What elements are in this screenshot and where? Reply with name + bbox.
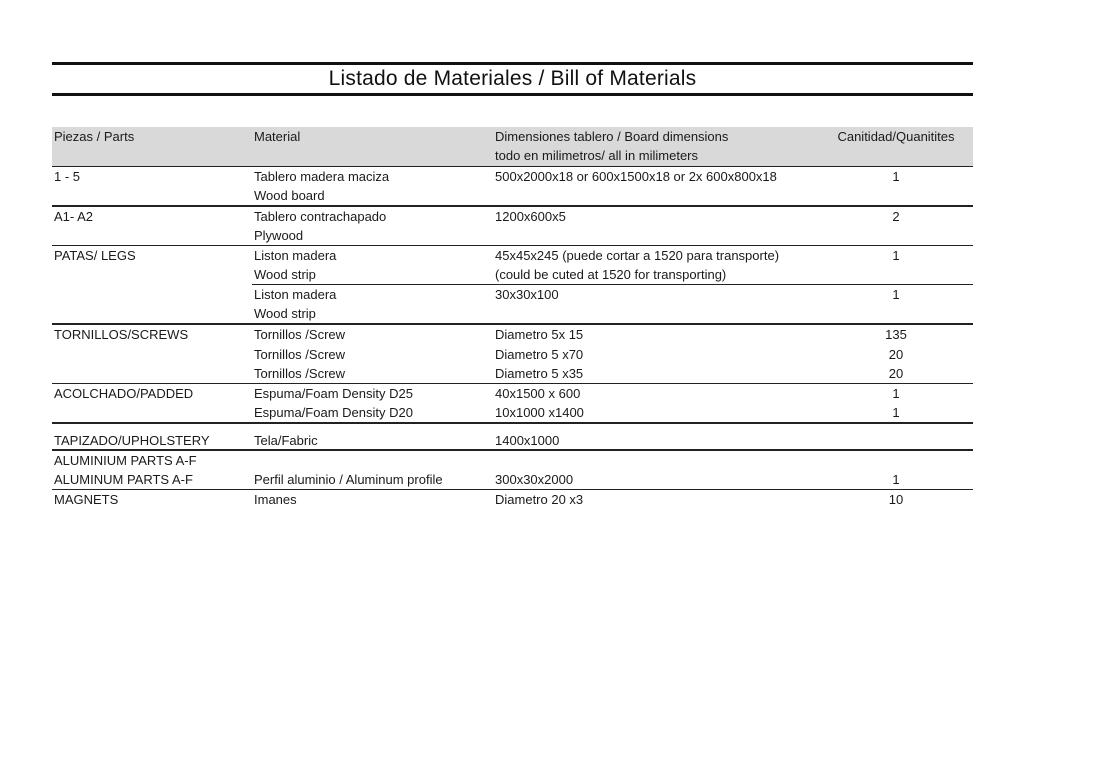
material-cell: Tornillos /Screw <box>254 366 346 381</box>
table-row <box>52 167 973 207</box>
dimensions-cell: Diametro 20 x3 <box>495 492 584 507</box>
part-cell: TORNILLOS/SCREWS <box>54 327 189 342</box>
bill-of-materials-document <box>52 62 973 512</box>
material-cell: Liston madera <box>254 248 337 263</box>
material-cell-en: Wood board <box>254 188 325 203</box>
material-cell: Tablero contrachapado <box>254 209 387 224</box>
dimensions-cell: Diametro 5 x70 <box>495 346 584 362</box>
dimensions-cell: 40x1500 x 600 <box>495 386 581 401</box>
part-cell: TAPIZADO/UPHOLSTERY <box>54 433 210 448</box>
dimensions-cell: Diametro 5 x35 <box>495 366 584 381</box>
part-cell: 1 - 5 <box>54 169 81 184</box>
material-cell-en: Wood strip <box>254 306 316 321</box>
quantity-cell: 2 <box>892 209 900 224</box>
material-cell: Tela/Fabric <box>254 433 318 448</box>
document-title: Listado de Materiales / Bill of Materials <box>328 67 697 90</box>
material-cell-en: Wood strip <box>254 267 316 282</box>
dimensions-cell: 45x45x245 (puede cortar a 1520 para transporte) <box>495 248 780 263</box>
header-material: Material <box>254 129 301 144</box>
part-cell: ALUMINIUM PARTS A-F <box>54 453 197 468</box>
dimensions-cell: 10x1000 x1400 <box>495 405 584 420</box>
dimensions-cell: 30x30x100 <box>495 287 559 302</box>
quantity-cell: 1 <box>892 248 900 263</box>
table-row <box>52 424 973 451</box>
header-parts: Piezas / Parts <box>54 129 135 144</box>
dimensions-cell: 500x2000x18 or 600x1500x18 or 2x 600x800x18 <box>495 169 777 184</box>
part-cell: ALUMINUM PARTS A-F <box>54 472 193 487</box>
part-cell: MAGNETS <box>54 492 119 507</box>
table-header <box>52 127 973 167</box>
quantity-cell: 1 <box>892 386 900 401</box>
quantity-cell: 20 <box>888 346 904 362</box>
material-cell-en: Plywood <box>254 228 304 243</box>
material-cell: Perfil aluminio / Aluminum profile <box>254 472 443 487</box>
material-cell: Tornillos /Screw <box>254 327 346 342</box>
header-dimensions: Dimensiones tablero / Board dimensions <box>495 129 729 144</box>
part-cell: ACOLCHADO/PADDED <box>54 386 194 401</box>
material-cell: Tornillos /Screw <box>254 346 346 362</box>
header-quantity: Canitidad/Quanitites <box>837 129 955 144</box>
material-cell: Imanes <box>254 492 297 507</box>
material-cell: Liston madera <box>254 287 337 302</box>
table-row <box>52 451 973 490</box>
table-row <box>52 384 973 424</box>
quantity-cell: 1 <box>892 405 900 420</box>
dimensions-cell: Diametro 5x 15 <box>495 327 584 342</box>
part-cell: PATAS/ LEGS <box>54 248 136 263</box>
material-cell: Espuma/Foam Density D25 <box>254 386 413 401</box>
dimensions-cell: 1200x600x5 <box>495 209 566 224</box>
table-row <box>52 325 973 384</box>
quantity-cell: 10 <box>888 492 904 507</box>
quantity-cell: 1 <box>892 287 900 302</box>
header-dimensions-units: todo en milimetros/ all in milimeters <box>495 148 699 163</box>
quantity-cell: 135 <box>885 327 907 342</box>
material-cell: Espuma/Foam Density D20 <box>254 405 413 420</box>
quantity-cell: 1 <box>892 472 900 487</box>
dimensions-cell: 1400x1000 <box>495 433 560 448</box>
title-bar <box>52 62 973 96</box>
quantity-cell: 1 <box>892 169 900 184</box>
material-cell: Tablero madera maciza <box>254 169 390 184</box>
table-row <box>52 246 973 325</box>
quantity-cell: 20 <box>888 366 904 381</box>
dimensions-cell-en: (could be cuted at 1520 for transporting) <box>495 267 727 282</box>
table-row <box>52 490 973 512</box>
table-row <box>52 207 973 246</box>
dimensions-cell: 300x30x2000 <box>495 472 574 487</box>
part-cell: A1- A2 <box>54 209 94 224</box>
